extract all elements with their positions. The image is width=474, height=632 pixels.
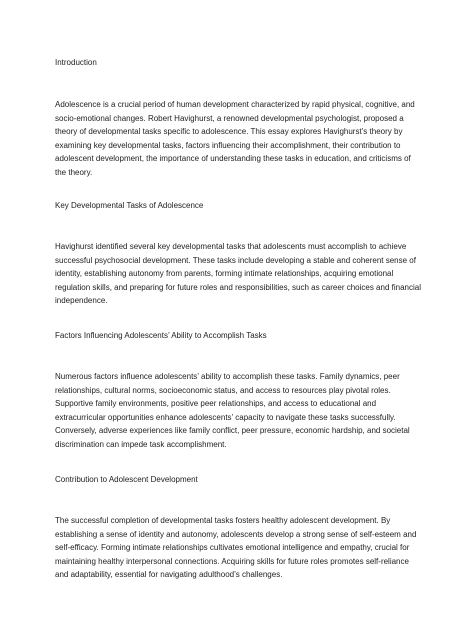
paragraph-line: socio-emotional changes. Robert Havighurst, a renowned developmental psychologist, proposed a xyxy=(55,113,404,123)
paragraph-line: adolescent development, the importance of understanding these tasks in education, and criticisms of xyxy=(55,154,411,164)
paragraph-line: theory of developmental tasks specific to adolescence. This essay explores Havighurst’s theory by xyxy=(55,127,403,137)
paragraph-line: self-efficacy. Forming intimate relationships cultivates emotional intelligence and empathy, crucial for xyxy=(55,543,410,553)
paragraph-line: Adolescence is a crucial period of human development characterized by rapid physical, cognitive, and xyxy=(55,100,415,109)
section-heading-factors: Factors Influencing Adolescents’ Ability to Accomplish Tasks xyxy=(55,331,267,340)
paragraph-line: maintaining healthy interpersonal connections. Acquiring skills for future roles promotes self-reliance xyxy=(55,556,409,566)
section-heading-contribution: Contribution to Adolescent Development xyxy=(55,475,198,484)
paragraph-line: the theory. xyxy=(55,167,93,177)
section-paragraph-introduction xyxy=(55,98,425,180)
paragraph-line: Havighurst identified several key developmental tasks that adolescents must accomplish to achieve xyxy=(55,242,407,251)
paragraph-line: regulation skills, and preparing for future roles and responsibilities, such as career choices and financial xyxy=(55,282,421,292)
section-heading-key-tasks: Key Developmental Tasks of Adolescence xyxy=(55,201,204,210)
paragraph-line: Conversely, adverse experiences like family conflict, peer pressure, economic hardship, and societal xyxy=(55,426,410,436)
section-paragraph-factors xyxy=(55,370,425,452)
paragraph-line: independence. xyxy=(55,296,108,306)
paragraph-line: successful psychosocial development. These tasks include developing a stable and coherent sense of xyxy=(55,255,416,265)
paragraph-line: identity, establishing autonomy from parents, forming intimate relationships, acquiring emotional xyxy=(55,269,394,279)
section-paragraph-contribution xyxy=(55,514,425,582)
paragraph-line: discrimination can impede task accomplishment. xyxy=(55,439,227,449)
paragraph-line: establishing a sense of identity and autonomy, adolescents develop a strong sense of self-esteem and xyxy=(55,529,417,539)
section-heading-introduction: Introduction xyxy=(55,58,97,67)
paragraph-line: Numerous factors influence adolescents’ ability to accomplish these tasks. Family dynamics, peer xyxy=(55,372,400,381)
paragraph-line: Supportive family environments, positive peer relationships, and access to educational and xyxy=(55,399,377,409)
paragraph-line: and adaptability, essential for navigating adulthood’s challenges. xyxy=(55,570,283,580)
paragraph-line: extracurricular opportunities enhance adolescents’ capacity to navigate these tasks successfully. xyxy=(55,412,396,422)
paragraph-line: relationships, cultural norms, socioeconomic status, and access to resources play pivotal roles. xyxy=(55,385,391,395)
section-paragraph-key-tasks xyxy=(55,240,425,308)
paragraph-line: examining key developmental tasks, factors influencing their accomplishment, their contribution to xyxy=(55,140,401,150)
paragraph-line: The successful completion of developmental tasks fosters healthy adolescent development. By xyxy=(55,516,391,525)
